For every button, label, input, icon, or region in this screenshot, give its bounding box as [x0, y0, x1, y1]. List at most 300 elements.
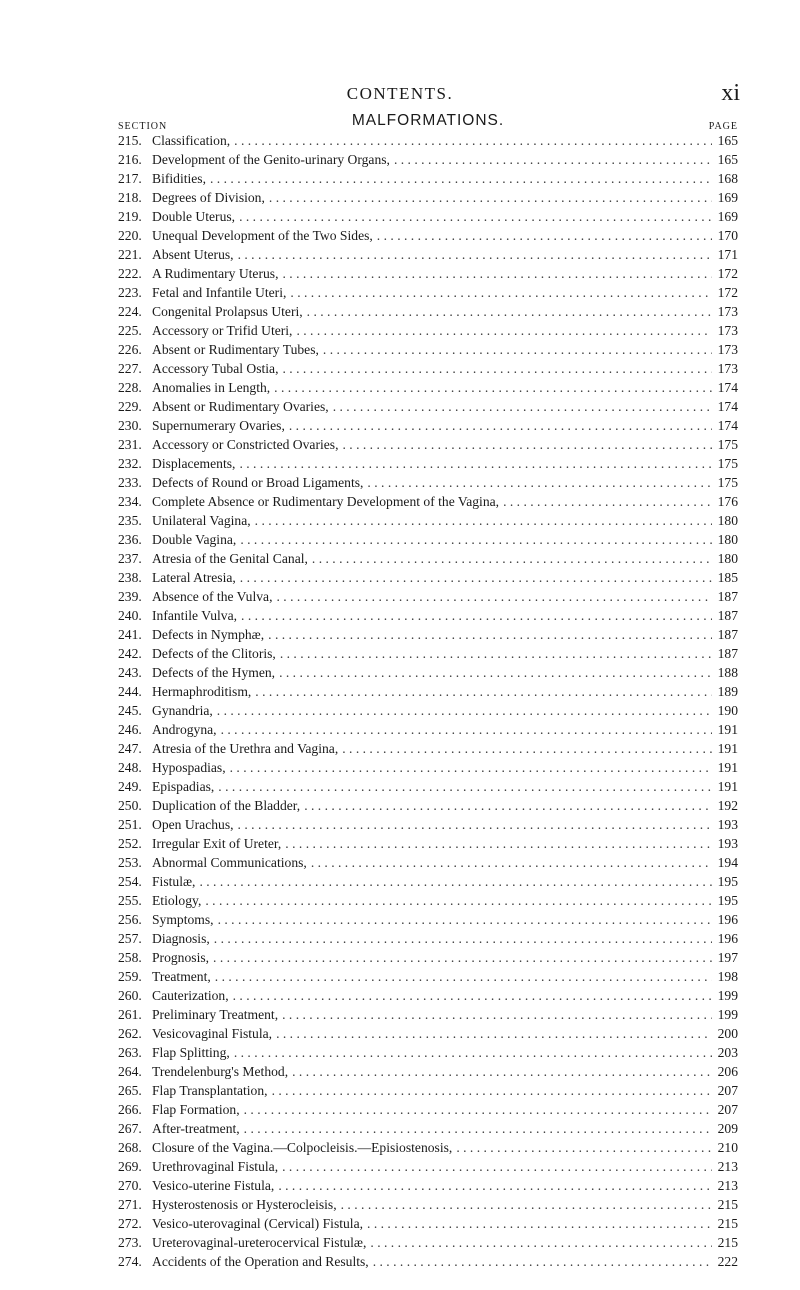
entry-title: Flap Transplantation, — [152, 1083, 268, 1098]
dot-leader — [238, 815, 712, 834]
entry-title: Duplication of the Bladder, — [152, 798, 301, 813]
toc-entry — [118, 625, 738, 644]
entry-page-number: 173 — [717, 361, 738, 376]
toc-entry — [118, 226, 738, 245]
dot-leader — [279, 663, 712, 682]
section-number: 255. — [118, 893, 142, 908]
toc-entry — [118, 302, 738, 321]
entry-page-number: 173 — [717, 323, 738, 338]
toc-entry — [118, 397, 738, 416]
entry-page-number: 209 — [717, 1121, 738, 1136]
dot-leader — [255, 511, 712, 530]
toc-entry — [118, 891, 738, 910]
section-number: 238. — [118, 570, 142, 585]
entry-title: Accidents of the Operation and Results, — [152, 1254, 369, 1269]
section-number: 216. — [118, 152, 142, 167]
entry-page-number: 198 — [717, 969, 738, 984]
entry-page-number: 194 — [717, 855, 738, 870]
toc-entry — [118, 416, 738, 435]
entry-page-number: 165 — [717, 133, 738, 148]
section-number: 239. — [118, 589, 142, 604]
entry-title: Absent or Rudimentary Ovaries, — [152, 399, 329, 414]
toc-entry — [118, 492, 738, 511]
entry-title: Abnormal Communications, — [152, 855, 307, 870]
toc-entry — [118, 834, 738, 853]
dot-leader — [367, 1214, 712, 1233]
dot-leader — [255, 682, 712, 701]
toc-entry — [118, 378, 738, 397]
entry-title: Classification, — [152, 133, 231, 148]
toc-entry — [118, 1233, 738, 1252]
entry-page-number: 168 — [717, 171, 738, 186]
dot-leader — [311, 853, 712, 872]
entry-page-number: 210 — [717, 1140, 738, 1155]
toc-entry — [118, 948, 738, 967]
toc-entry — [118, 207, 738, 226]
toc-entry — [118, 1062, 738, 1081]
dot-leader — [230, 758, 712, 777]
page-number: xi — [721, 80, 740, 106]
entry-page-number: 193 — [717, 836, 738, 851]
dot-leader — [269, 188, 712, 207]
section-number: 243. — [118, 665, 142, 680]
entry-page-number: 191 — [717, 722, 738, 737]
dot-leader — [333, 397, 712, 416]
entry-title: Complete Absence or Rudimentary Development of the Vagina, — [152, 494, 500, 509]
section-number: 258. — [118, 950, 142, 965]
entry-title: Vesico-uterine Fistula, — [152, 1178, 275, 1193]
toc-entry — [118, 1157, 738, 1176]
entry-page-number: 193 — [717, 817, 738, 832]
section-column-label: SECTION — [118, 121, 168, 132]
toc-entry — [118, 1176, 738, 1195]
entry-title: Lateral Atresia, — [152, 570, 236, 585]
toc-entry — [118, 454, 738, 473]
entry-title: Urethrovaginal Fistula, — [152, 1159, 279, 1174]
entry-page-number: 215 — [717, 1235, 738, 1250]
toc-entry — [118, 796, 738, 815]
toc-entry — [118, 1119, 738, 1138]
entry-title: Double Uterus, — [152, 209, 236, 224]
dot-leader — [341, 1195, 712, 1214]
entry-page-number: 172 — [717, 266, 738, 281]
section-number: 262. — [118, 1026, 142, 1041]
section-number: 271. — [118, 1197, 142, 1212]
entry-title: Atresia of the Genital Canal, — [152, 551, 308, 566]
dot-leader — [285, 834, 712, 853]
entry-title: Hypospadias, — [152, 760, 226, 775]
section-number: 256. — [118, 912, 142, 927]
entry-page-number: 172 — [717, 285, 738, 300]
entry-page-number: 185 — [717, 570, 738, 585]
section-number: 220. — [118, 228, 142, 243]
toc-entry — [118, 1100, 738, 1119]
section-number: 245. — [118, 703, 142, 718]
entry-page-number: 165 — [717, 152, 738, 167]
entry-page-number: 192 — [717, 798, 738, 813]
dot-leader — [244, 1119, 712, 1138]
entry-title: Preliminary Treatment, — [152, 1007, 279, 1022]
entry-title: Absent or Rudimentary Tubes, — [152, 342, 319, 357]
entry-title: Unequal Development of the Two Sides, — [152, 228, 373, 243]
section-number: 229. — [118, 399, 142, 414]
toc-entry — [118, 872, 738, 891]
dot-leader — [456, 1138, 712, 1157]
toc-entry — [118, 682, 738, 701]
section-number: 235. — [118, 513, 142, 528]
toc-entry — [118, 340, 738, 359]
entry-title: Double Vagina, — [152, 532, 237, 547]
section-number: 225. — [118, 323, 142, 338]
section-number: 242. — [118, 646, 142, 661]
entry-title: Flap Formation, — [152, 1102, 240, 1117]
dot-leader — [274, 378, 712, 397]
entry-page-number: 199 — [717, 988, 738, 1003]
toc-entry — [118, 1024, 738, 1043]
toc-entry — [118, 929, 738, 948]
entry-title: Flap Splitting, — [152, 1045, 230, 1060]
section-number: 223. — [118, 285, 142, 300]
dot-leader — [370, 1233, 712, 1252]
toc-entry — [118, 1138, 738, 1157]
dot-leader — [268, 625, 712, 644]
dot-leader — [323, 340, 712, 359]
section-number: 266. — [118, 1102, 142, 1117]
section-number: 247. — [118, 741, 142, 756]
entry-title: Androgyna, — [152, 722, 217, 737]
entry-page-number: 175 — [717, 456, 738, 471]
section-number: 250. — [118, 798, 142, 813]
entry-page-number: 200 — [717, 1026, 738, 1041]
entry-title: Unilateral Vagina, — [152, 513, 251, 528]
entry-page-number: 188 — [717, 665, 738, 680]
section-number: 237. — [118, 551, 142, 566]
section-number: 257. — [118, 931, 142, 946]
entry-title: Infantile Vulva, — [152, 608, 238, 623]
dot-leader — [394, 150, 712, 169]
contents-list — [118, 131, 738, 1271]
toc-entry — [118, 777, 738, 796]
entry-title: Open Urachus, — [152, 817, 234, 832]
dot-leader — [240, 530, 712, 549]
dot-leader — [213, 948, 712, 967]
dot-leader — [233, 986, 712, 1005]
dot-leader — [240, 568, 712, 587]
entry-title: Trendelenburg's Method, — [152, 1064, 289, 1079]
entry-page-number: 215 — [717, 1197, 738, 1212]
toc-entry — [118, 549, 738, 568]
dot-leader — [218, 777, 712, 796]
dot-leader — [289, 416, 712, 435]
section-number: 244. — [118, 684, 142, 699]
entry-title: Epispadias, — [152, 779, 215, 794]
toc-entry — [118, 1005, 738, 1024]
entry-title: Defects of Round or Broad Ligaments, — [152, 475, 364, 490]
entry-page-number: 189 — [717, 684, 738, 699]
toc-entry — [118, 169, 738, 188]
entry-page-number: 203 — [717, 1045, 738, 1060]
entry-title: Degrees of Division, — [152, 190, 265, 205]
entry-page-number: 170 — [717, 228, 738, 243]
entry-page-number: 191 — [717, 741, 738, 756]
toc-entry — [118, 150, 738, 169]
toc-entry — [118, 511, 738, 530]
entry-page-number: 213 — [717, 1178, 738, 1193]
section-number: 254. — [118, 874, 142, 889]
entry-page-number: 174 — [717, 380, 738, 395]
entry-title: Etiology, — [152, 893, 202, 908]
dot-leader — [218, 910, 712, 929]
entry-page-number: 180 — [717, 551, 738, 566]
entry-title: Symptoms, — [152, 912, 214, 927]
page-title: CONTENTS. — [346, 84, 454, 103]
section-number: 217. — [118, 171, 142, 186]
entry-page-number: 213 — [717, 1159, 738, 1174]
section-number: 233. — [118, 475, 142, 490]
section-number: 261. — [118, 1007, 142, 1022]
section-number: 224. — [118, 304, 142, 319]
dot-leader — [312, 549, 712, 568]
dot-leader — [238, 245, 712, 264]
dot-leader — [234, 1043, 712, 1062]
entry-page-number: 191 — [717, 779, 738, 794]
entry-page-number: 174 — [717, 399, 738, 414]
section-title: MALFORMATIONS. — [351, 112, 505, 129]
toc-entry — [118, 264, 738, 283]
entry-page-number: 180 — [717, 532, 738, 547]
entry-page-number: 195 — [717, 874, 738, 889]
section-number: 267. — [118, 1121, 142, 1136]
toc-entry — [118, 701, 738, 720]
section-number: 272. — [118, 1216, 142, 1231]
entry-title: Fistulæ, — [152, 874, 196, 889]
dot-leader — [217, 701, 712, 720]
entry-page-number: 174 — [717, 418, 738, 433]
dot-leader — [272, 1081, 712, 1100]
entry-title: Bifidities, — [152, 171, 206, 186]
section-number: 234. — [118, 494, 142, 509]
dot-leader — [503, 492, 712, 511]
dot-leader — [290, 283, 712, 302]
section-number: 263. — [118, 1045, 142, 1060]
toc-entry — [118, 283, 738, 302]
entry-title: Atresia of the Urethra and Vagina, — [152, 741, 339, 756]
entry-title: Accessory or Trifid Uteri, — [152, 323, 293, 338]
entry-page-number: 196 — [717, 912, 738, 927]
entry-title: Cauterization, — [152, 988, 229, 1003]
toc-entry — [118, 739, 738, 758]
section-number: 248. — [118, 760, 142, 775]
page-column-label: PAGE — [708, 121, 738, 132]
section-number: 218. — [118, 190, 142, 205]
section-number: 230. — [118, 418, 142, 433]
dot-leader — [342, 435, 712, 454]
entry-page-number: 207 — [717, 1102, 738, 1117]
toc-entry — [118, 720, 738, 739]
entry-title: Absence of the Vulva, — [152, 589, 273, 604]
entry-title: Ureterovaginal-ureterocervical Fistulæ, — [152, 1235, 367, 1250]
section-number: 273. — [118, 1235, 142, 1250]
dot-leader — [278, 1176, 712, 1195]
dot-leader — [239, 454, 712, 473]
toc-entry — [118, 644, 738, 663]
toc-entry — [118, 131, 738, 150]
section-number: 252. — [118, 836, 142, 851]
dot-leader — [307, 302, 712, 321]
section-number: 265. — [118, 1083, 142, 1098]
entry-title: Treatment, — [152, 969, 211, 984]
entry-title: Gynandria, — [152, 703, 213, 718]
entry-page-number: 206 — [717, 1064, 738, 1079]
toc-entry — [118, 1081, 738, 1100]
entry-title: Vesicovaginal Fistula, — [152, 1026, 273, 1041]
toc-entry — [118, 967, 738, 986]
section-number: 264. — [118, 1064, 142, 1079]
dot-leader — [304, 796, 712, 815]
entry-page-number: 173 — [717, 304, 738, 319]
dot-leader — [282, 264, 712, 283]
section-number: 274. — [118, 1254, 142, 1269]
toc-entry — [118, 530, 738, 549]
section-number: 227. — [118, 361, 142, 376]
entry-title: Accessory Tubal Ostia, — [152, 361, 279, 376]
toc-entry — [118, 359, 738, 378]
section-number: 251. — [118, 817, 142, 832]
toc-entry — [118, 1214, 738, 1233]
entry-title: Irregular Exit of Ureter, — [152, 836, 282, 851]
entry-page-number: 176 — [717, 494, 738, 509]
toc-entry — [118, 435, 738, 454]
section-number: 249. — [118, 779, 142, 794]
toc-entry — [118, 758, 738, 777]
entry-title: Vesico-uterovaginal (Cervical) Fistula, — [152, 1216, 364, 1231]
entry-title: Defects in Nymphæ, — [152, 627, 265, 642]
section-number: 253. — [118, 855, 142, 870]
section-number: 232. — [118, 456, 142, 471]
toc-entry — [118, 1043, 738, 1062]
dot-leader — [367, 473, 712, 492]
dot-leader — [214, 929, 712, 948]
entry-title: Accessory or Constricted Ovaries, — [152, 437, 339, 452]
toc-entry — [118, 853, 738, 872]
entry-title: Development of the Genito-urinary Organs, — [152, 152, 390, 167]
section-number: 231. — [118, 437, 142, 452]
dot-leader — [241, 606, 712, 625]
dot-leader — [234, 131, 712, 150]
dot-leader — [205, 891, 712, 910]
dot-leader — [282, 1005, 712, 1024]
dot-leader — [277, 587, 713, 606]
section-number: 236. — [118, 532, 142, 547]
dot-leader — [244, 1100, 712, 1119]
toc-entry — [118, 910, 738, 929]
entry-page-number: 190 — [717, 703, 738, 718]
toc-entry — [118, 321, 738, 340]
entry-page-number: 175 — [717, 475, 738, 490]
section-number: 241. — [118, 627, 142, 642]
dot-leader — [282, 1157, 712, 1176]
entry-title: After-treatment, — [152, 1121, 240, 1136]
section-number: 269. — [118, 1159, 142, 1174]
section-number: 226. — [118, 342, 142, 357]
toc-entry — [118, 587, 738, 606]
entry-page-number: 197 — [717, 950, 738, 965]
entry-title: Prognosis, — [152, 950, 210, 965]
section-number: 221. — [118, 247, 142, 262]
toc-entry — [118, 1195, 738, 1214]
dot-leader — [342, 739, 712, 758]
entry-title: Closure of the Vagina.—Colpocleisis.—Episiostenosis, — [152, 1140, 453, 1155]
toc-entry — [118, 606, 738, 625]
entry-page-number: 222 — [717, 1254, 738, 1269]
toc-entry — [118, 663, 738, 682]
entry-page-number: 173 — [717, 342, 738, 357]
toc-entry — [118, 473, 738, 492]
dot-leader — [377, 226, 712, 245]
entry-page-number: 196 — [717, 931, 738, 946]
entry-title: Hermaphroditism, — [152, 684, 252, 699]
toc-entry — [118, 1252, 738, 1271]
section-number: 219. — [118, 209, 142, 224]
entry-title: Absent Uterus, — [152, 247, 234, 262]
entry-page-number: 199 — [717, 1007, 738, 1022]
dot-leader — [373, 1252, 712, 1271]
toc-entry — [118, 986, 738, 1005]
entry-title: Diagnosis, — [152, 931, 210, 946]
toc-entry — [118, 815, 738, 834]
entry-title: Hysterostenosis or Hysterocleisis, — [152, 1197, 337, 1212]
section-number: 268. — [118, 1140, 142, 1155]
running-head — [0, 80, 800, 106]
section-number: 215. — [118, 133, 142, 148]
entry-page-number: 169 — [717, 209, 738, 224]
entry-title: Displacements, — [152, 456, 236, 471]
entry-page-number: 169 — [717, 190, 738, 205]
toc-entry — [118, 188, 738, 207]
dot-leader — [215, 967, 712, 986]
entry-page-number: 187 — [717, 646, 738, 661]
section-number: 228. — [118, 380, 142, 395]
entry-page-number: 215 — [717, 1216, 738, 1231]
entry-page-number: 187 — [717, 589, 738, 604]
section-number: 260. — [118, 988, 142, 1003]
dot-leader — [221, 720, 712, 739]
entry-title: Defects of the Clitoris, — [152, 646, 276, 661]
entry-page-number: 175 — [717, 437, 738, 452]
dot-leader — [296, 321, 712, 340]
entry-page-number: 191 — [717, 760, 738, 775]
entry-title: A Rudimentary Uterus, — [152, 266, 279, 281]
toc-entry — [118, 245, 738, 264]
entry-page-number: 187 — [717, 608, 738, 623]
section-number: 270. — [118, 1178, 142, 1193]
section-number: 246. — [118, 722, 142, 737]
dot-leader — [280, 644, 712, 663]
entry-page-number: 195 — [717, 893, 738, 908]
toc-entry — [118, 568, 738, 587]
entry-title: Fetal and Infantile Uteri, — [152, 285, 287, 300]
dot-leader — [292, 1062, 712, 1081]
entry-page-number: 207 — [717, 1083, 738, 1098]
dot-leader — [239, 207, 712, 226]
section-number: 240. — [118, 608, 142, 623]
entry-title: Anomalies in Length, — [152, 380, 271, 395]
section-number: 222. — [118, 266, 142, 281]
entry-page-number: 180 — [717, 513, 738, 528]
entry-title: Defects of the Hymen, — [152, 665, 276, 680]
dot-leader — [276, 1024, 712, 1043]
entry-page-number: 187 — [717, 627, 738, 642]
